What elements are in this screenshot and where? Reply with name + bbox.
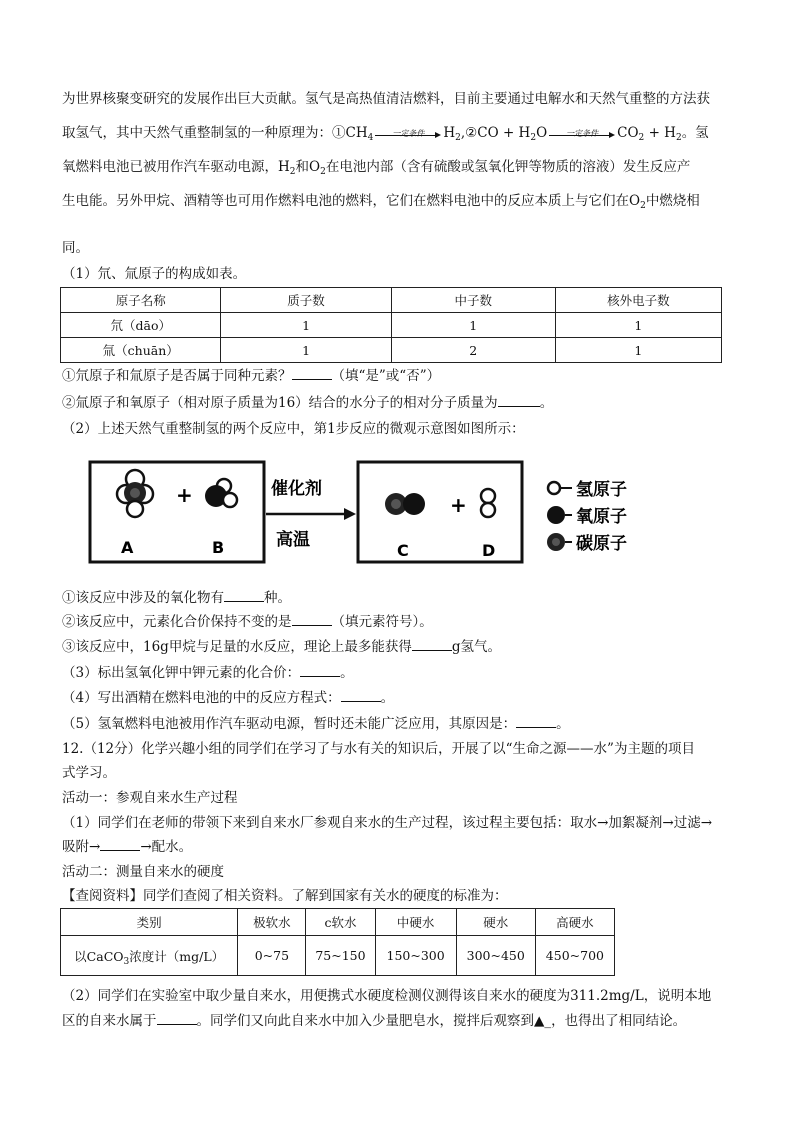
table-header: 质子数: [221, 288, 391, 313]
oxygen-atom-icon: [547, 506, 565, 524]
molecule-b-water: [205, 479, 237, 507]
catalyst-label: 催化剂: [271, 479, 322, 499]
table-cell: 75~150: [306, 936, 375, 976]
intro-line-2: 取氢气，其中天然气重整制氢的一种原理为：$①CH_4$ 一定条件 $H_2,②CO + H_2O$ 一定条件 $CO_2 + H_2$。氢: [62, 125, 709, 143]
answer-blank[interactable]: [292, 379, 332, 380]
molecule-c-co: [385, 493, 425, 515]
label-a: A: [121, 538, 134, 557]
answer-blank[interactable]: [157, 1024, 197, 1025]
q2-sub1: ①该反应中涉及的氧化物有 种。: [62, 590, 291, 606]
heat-label: 高温: [276, 530, 310, 550]
activity-1-title: 活动一：参观自来水生产过程: [62, 790, 238, 806]
intro-line-5: 同。: [62, 240, 89, 256]
label-d: D: [482, 541, 496, 560]
q12-line2: 式学习。: [62, 765, 116, 781]
hydrogen-atom-icon: [548, 482, 560, 494]
table-header: 中子数: [391, 288, 555, 313]
table-cell: 氚（chuān）: [61, 338, 221, 363]
table-cell: 0~75: [238, 936, 306, 976]
hardness-table: [60, 908, 615, 976]
legend-hydrogen: 氢原子: [576, 480, 627, 500]
q4: （4）写出酒精在燃料电池的中的反应方程式： 。: [62, 690, 395, 706]
reactants-box: [90, 462, 264, 562]
q12-1-line1: （1）同学们在老师的带领下来到自来水厂参观自来水的生产过程，该过程主要包括：取水→加絮凝剂→过滤→: [62, 815, 713, 831]
reaction-arrow: 一定条件: [375, 127, 441, 141]
answer-blank[interactable]: [300, 676, 340, 677]
reaction-diagram: [86, 458, 666, 566]
isotope-table: [60, 287, 722, 363]
table-cell: 150~300: [375, 936, 456, 976]
q1-sub2: ②氚原子和氧原子（相对原子质量为16）结合的水分子的相对分子质量为 。: [62, 395, 554, 411]
activity-2-title: 活动二：测量自来水的硬度: [62, 864, 224, 880]
q3: （3）标出氢氧化钾中钾元素的化合价： 。: [62, 665, 354, 681]
table-cell: 1: [555, 338, 721, 363]
legend-carbon: 碳原子: [576, 534, 627, 554]
table-header: 核外电子数: [555, 288, 721, 313]
plus-sign: +: [176, 483, 193, 507]
molecule-a-methane: [117, 470, 153, 517]
table-cell: 1: [221, 338, 391, 363]
q1-sub1: ①氘原子和氚原子是否属于同种元素？ （填“是”或“否”）: [62, 368, 441, 384]
table-cell: 以CaCO$_3$浓度计（mg/L）: [61, 936, 238, 976]
table-header: 原子名称: [61, 288, 221, 313]
q2-title: （2）上述天然气重整制氢的两个反应中，第1步反应的微观示意图如图所示：: [62, 421, 525, 437]
q12-2-line2: 区的自来水属于 。同学们又向此自来水中加入少量肥皂水，搅拌后观察到▲_，也得出了相同结论。: [62, 1013, 687, 1029]
reaction-arrow: 一定条件: [549, 127, 615, 141]
answer-blank[interactable]: [224, 601, 264, 602]
table-cell: 氘（dāo）: [61, 313, 221, 338]
q12-line1: 12.（12分）化学兴趣小组的同学们在学习了与水有关的知识后，开展了以“生命之源——水”为主题的项目: [62, 741, 695, 757]
q2-sub2: ②该反应中，元素化合价保持不变的是 （填元素符号）。: [62, 614, 433, 630]
products-box: [358, 462, 522, 562]
reference-intro: 【查阅资料】同学们查阅了相关资料。了解到国家有关水的硬度的标准为：: [62, 888, 508, 904]
answer-blank[interactable]: [412, 650, 452, 651]
molecule-d-h2: [481, 489, 495, 517]
q12-2-line1: （2）同学们在实验室中取少量自来水，用便携式水硬度检测仪测得该自来水的硬度为311.2mg/L，说明本地: [62, 988, 712, 1004]
answer-blank[interactable]: [516, 727, 556, 728]
table-header: 高硬水: [535, 909, 614, 936]
table-header: 极软水: [238, 909, 306, 936]
table-cell: 1: [391, 313, 555, 338]
table-cell: 1: [555, 313, 721, 338]
arrow-icon: [344, 508, 356, 520]
intro-line-1: 为世界核聚变研究的发展作出巨大贡献。氢气是高热值清洁燃料，目前主要通过电解水和天然气重整的方法获: [62, 91, 710, 107]
intro-paragraph: [62, 86, 734, 222]
label-c: C: [397, 541, 409, 560]
answer-blank[interactable]: [100, 850, 140, 851]
table-cell: 300~450: [456, 936, 535, 976]
table-header: 类别: [61, 909, 238, 936]
answer-blank[interactable]: [498, 406, 540, 407]
q12-1-line2: 吸附→ →配水。: [62, 839, 193, 855]
table-row: [61, 313, 722, 338]
q5: （5）氢氧燃料电池被用作汽车驱动电源，暂时还未能广泛应用，其原因是： 。: [62, 716, 570, 732]
intro-line-3: 氧燃料电池已被用作汽车驱动电源，$H_2$和$O_2$在电池内部（含有硫酸或氢氧化钾等物质的溶液）发生反应产: [62, 159, 691, 177]
table-header: c软水: [306, 909, 375, 936]
table-cell: 450~700: [535, 936, 614, 976]
table-header: 硬水: [456, 909, 535, 936]
q2-sub3: ③该反应中，16g甲烷与足量的水反应，理论上最多能获得 g氢气。: [62, 639, 501, 655]
answer-blank[interactable]: [292, 625, 332, 626]
legend: [547, 479, 627, 554]
legend-oxygen: 氧原子: [576, 507, 627, 527]
plus-sign: +: [450, 493, 467, 517]
answer-blank[interactable]: [341, 701, 381, 702]
q1-title: （1）氘、氚原子的构成如表。: [62, 266, 247, 282]
table-row: [61, 936, 615, 976]
table-cell: 2: [391, 338, 555, 363]
table-row: [61, 338, 722, 363]
label-b: B: [212, 538, 225, 557]
table-cell: 1: [221, 313, 391, 338]
intro-line-4: 生电能。另外甲烷、酒精等也可用作燃料电池的燃料，它们在燃料电池中的反应本质上与它们在$O_2$中燃烧相: [62, 193, 700, 211]
table-header: 中硬水: [375, 909, 456, 936]
